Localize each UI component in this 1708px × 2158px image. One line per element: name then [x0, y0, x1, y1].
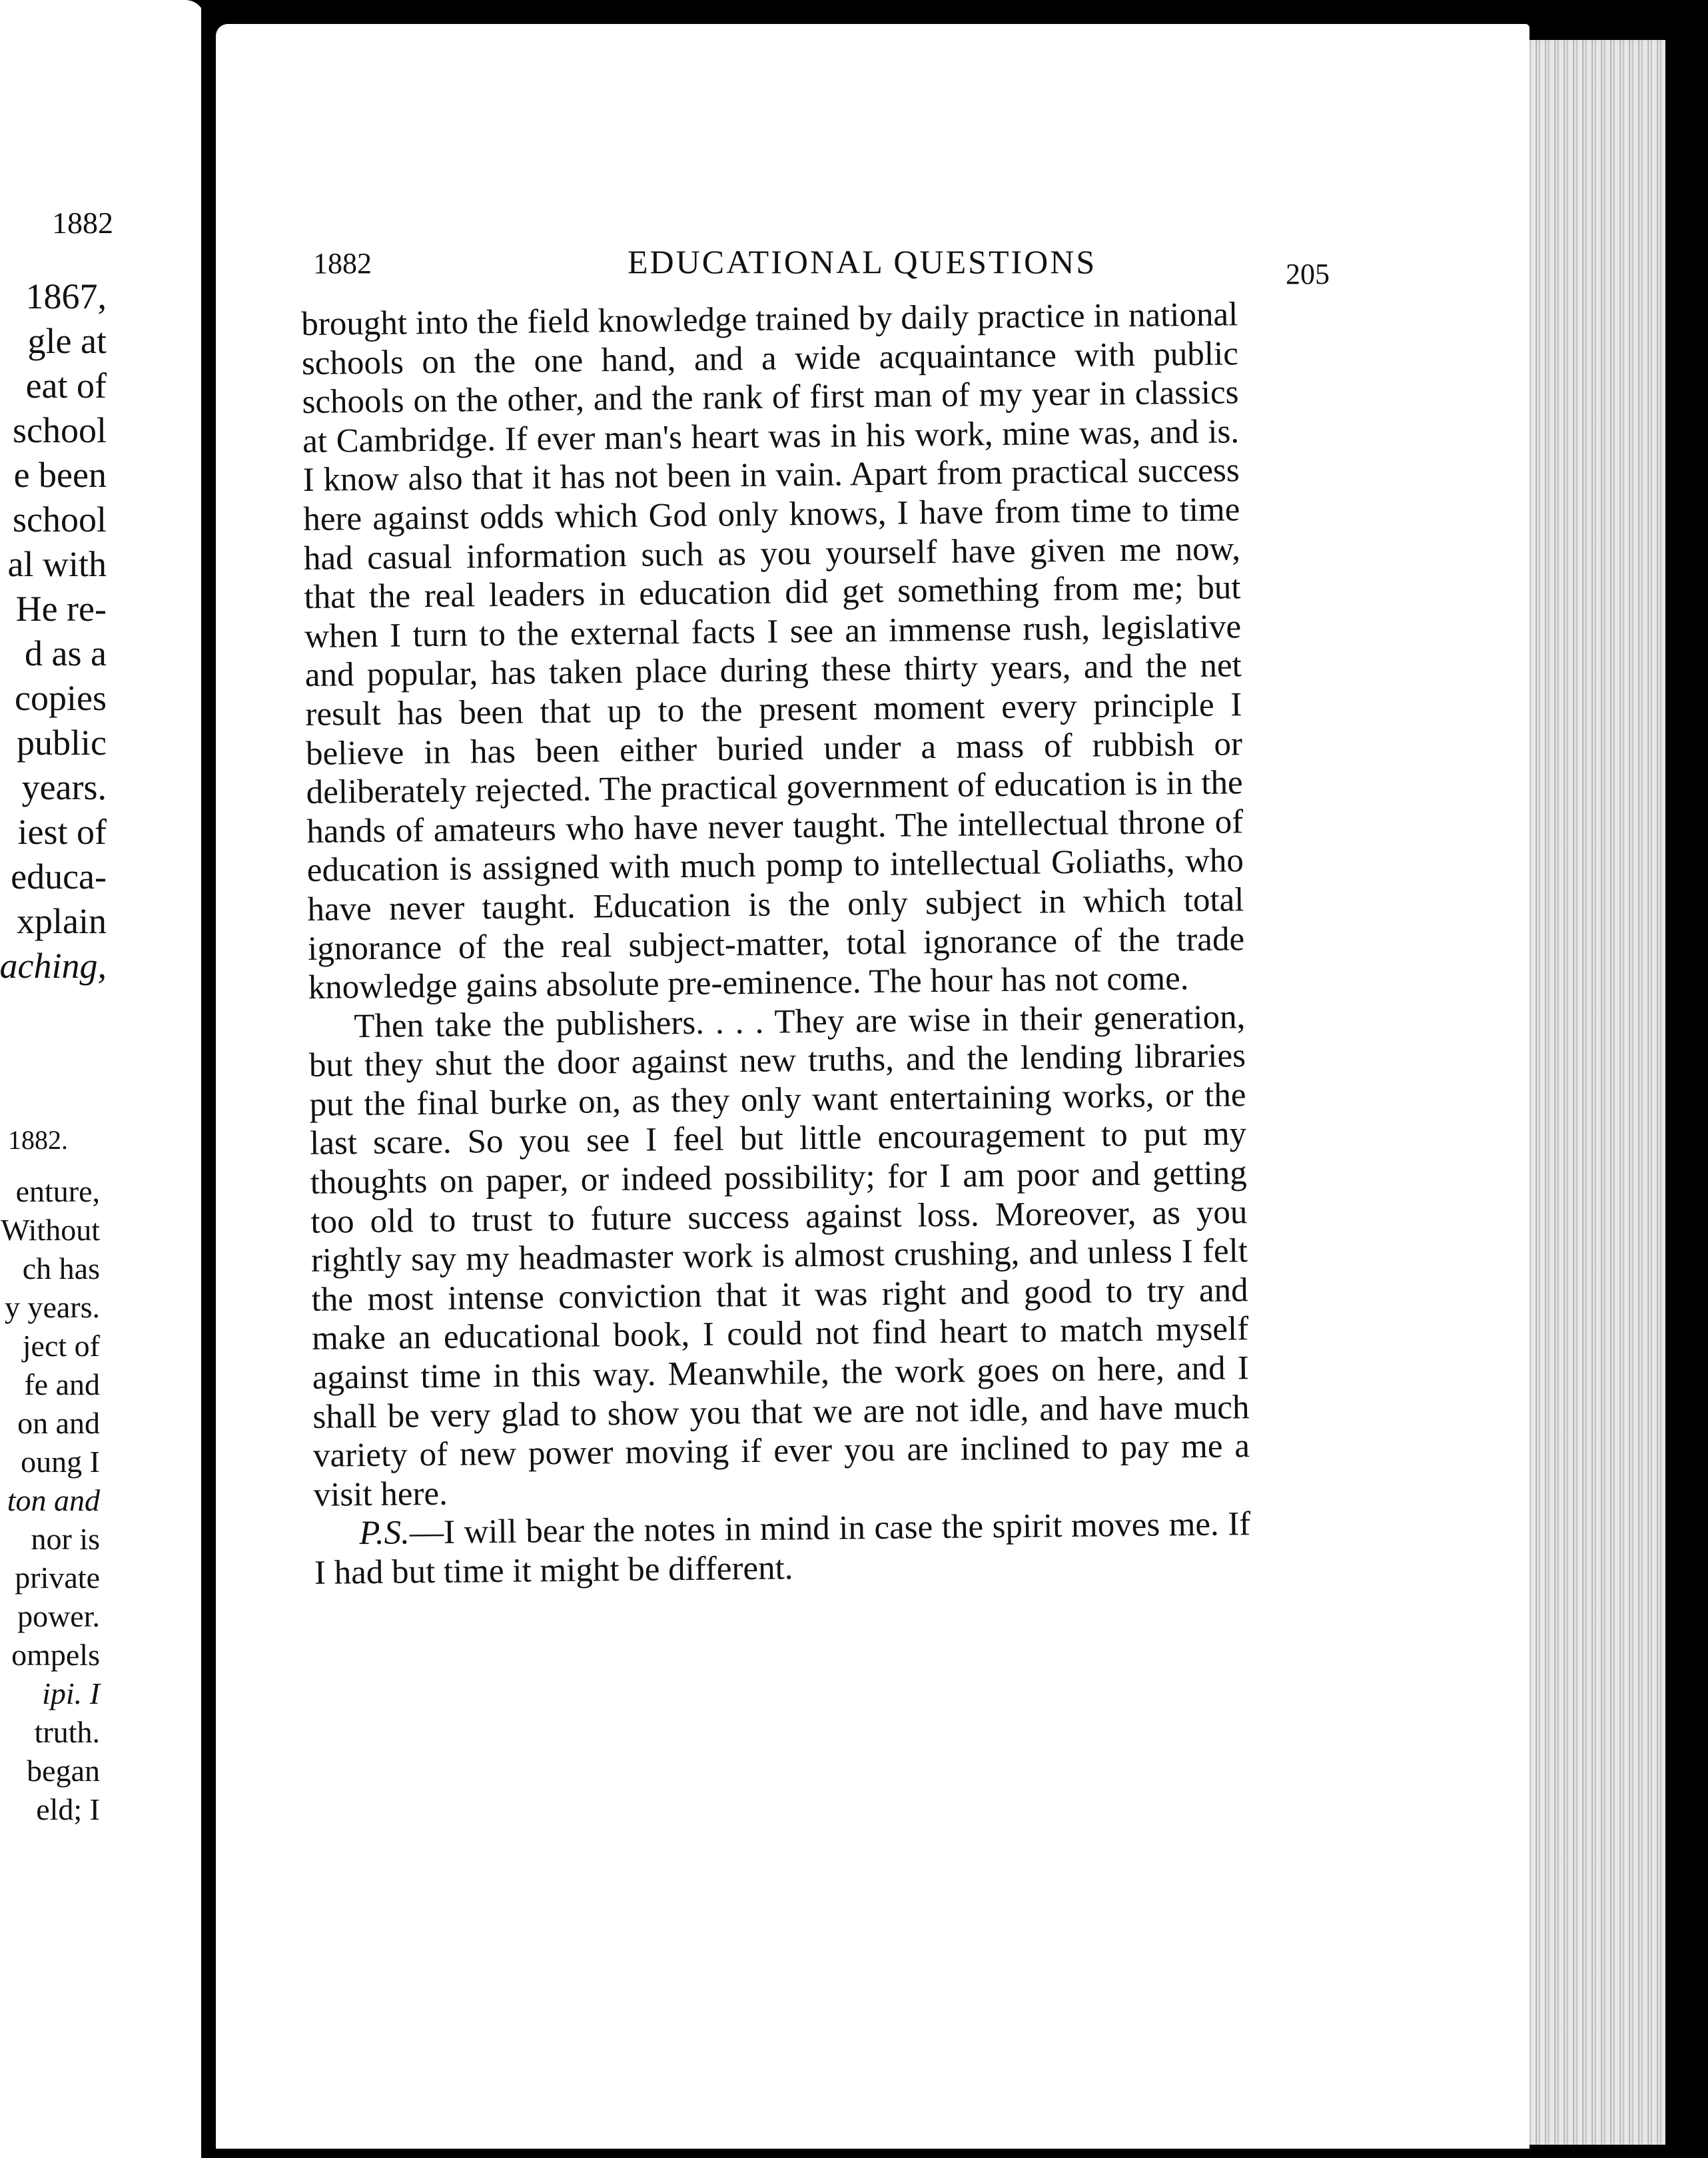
left-fragment: school: [13, 410, 107, 450]
page-number: 205: [1286, 258, 1330, 290]
book-edge-shadow: [1665, 33, 1708, 2158]
left-fragment: truth.: [34, 1715, 100, 1749]
running-head-title: EDUCATIONAL QUESTIONS: [628, 243, 1097, 280]
left-fragment: private: [15, 1561, 100, 1595]
left-fragment: ipi. I: [42, 1676, 100, 1710]
left-fragment: fe and: [24, 1367, 100, 1401]
left-fragment: eat of: [25, 366, 107, 406]
paragraph-2: Then take the publishers. . . . They are wise in their generation, but they shut the door against new truths, and the lending libraries put the final burke on, as they only want entertaining works, or the last scare. So you see I feel but little encouragement to put my thoughts on paper, or indeed possibility; for I am poor and getting too old to trust to future success against loss. Moreover, as you rightly say my headmaster work is almost crushing, and unless I felt the most intense conviction that it was right and good to try and make an educational book, I could not find heart to match myself against time in this way. Meanwhile, the work goes on here, and I shall be very glad to show you that we are not idle, and have much variety of new power moving if ever you are inclined to pay me a visit here.: [308, 998, 1250, 1514]
left-fragment: educa-: [11, 857, 107, 897]
left-fragment: enture,: [15, 1174, 100, 1208]
left-fragment: began: [27, 1754, 100, 1788]
left-fragment: school: [13, 500, 107, 540]
left-fragment: e been: [13, 455, 107, 495]
left-page-bottom-fragments: [1, 1172, 100, 1829]
left-fragment: d as a: [25, 633, 107, 673]
postscript: [314, 1505, 1251, 1593]
left-page-year-mid: 1882.: [8, 1125, 68, 1155]
running-head-year: 1882: [313, 247, 372, 280]
body-text: [301, 295, 1251, 1593]
left-fragment: ch has: [22, 1252, 100, 1285]
left-fragment: aching,: [0, 946, 107, 986]
left-fragment: al with: [7, 544, 107, 584]
left-fragment: oung I: [21, 1445, 100, 1479]
left-fragment: copies: [15, 678, 107, 718]
postscript-label: P.S.: [359, 1514, 410, 1553]
left-fragment: on and: [17, 1406, 100, 1440]
right-page: [216, 24, 1529, 2149]
left-fragment: ject of: [22, 1329, 100, 1363]
left-fragment: power.: [17, 1599, 100, 1633]
left-fragment: public: [17, 723, 107, 763]
left-fragment: ompels: [11, 1638, 100, 1672]
left-fragment: y years.: [4, 1290, 100, 1324]
left-fragment: gle at: [27, 321, 107, 361]
left-fragment: iest of: [17, 812, 107, 852]
left-fragment: xplain: [17, 901, 107, 941]
left-fragment: years.: [21, 767, 107, 807]
book-gutter: [201, 0, 217, 2158]
left-fragment: 1867,: [25, 276, 107, 316]
left-fragment: eld; I: [36, 1792, 100, 1826]
left-fragment: He re-: [15, 589, 107, 629]
left-fragment: Without: [1, 1213, 100, 1247]
left-facing-page: [0, 0, 205, 2158]
running-head: [313, 238, 1339, 290]
left-page-top-fragments: [0, 274, 107, 988]
left-fragment: nor is: [31, 1522, 100, 1556]
left-page-year: 1882: [52, 206, 113, 240]
left-fragment: ton and: [7, 1483, 100, 1517]
postscript-text: —I will bear the notes in mind in case the spirit moves me. If I had but time it might be different.: [314, 1505, 1251, 1592]
paragraph-1: brought into the field knowledge trained by daily practice in national schools on the one hand, and a wide acquaintance with public schools on the other, and the rank of first man of my year in classics at Cambridge. If ever man's heart was in his work, mine was, and is. I know also that it has not been in vain. Apart from practical success here against odds which God only knows, I have from time to time had casual information such as you yourself have given me now, that the real leaders in education did get something from me; but when I turn to the external facts I see an immense rush, legislative and popular, has taken place during these thirty years, and the net result has been that up to the present moment every principle I believe in has been either buried under a mass of rubbish or deliberately rejected. The practical government of education is in the hands of amateurs who have never taught. The intellectual throne of education is assigned with much pomp to intellectual Goliaths, who have never taught. Education is the only subject in which total ignorance of the real subject-matter, total ignorance of the trade knowledge gains absolute pre-eminence. The hour has not come.: [301, 296, 1245, 1007]
